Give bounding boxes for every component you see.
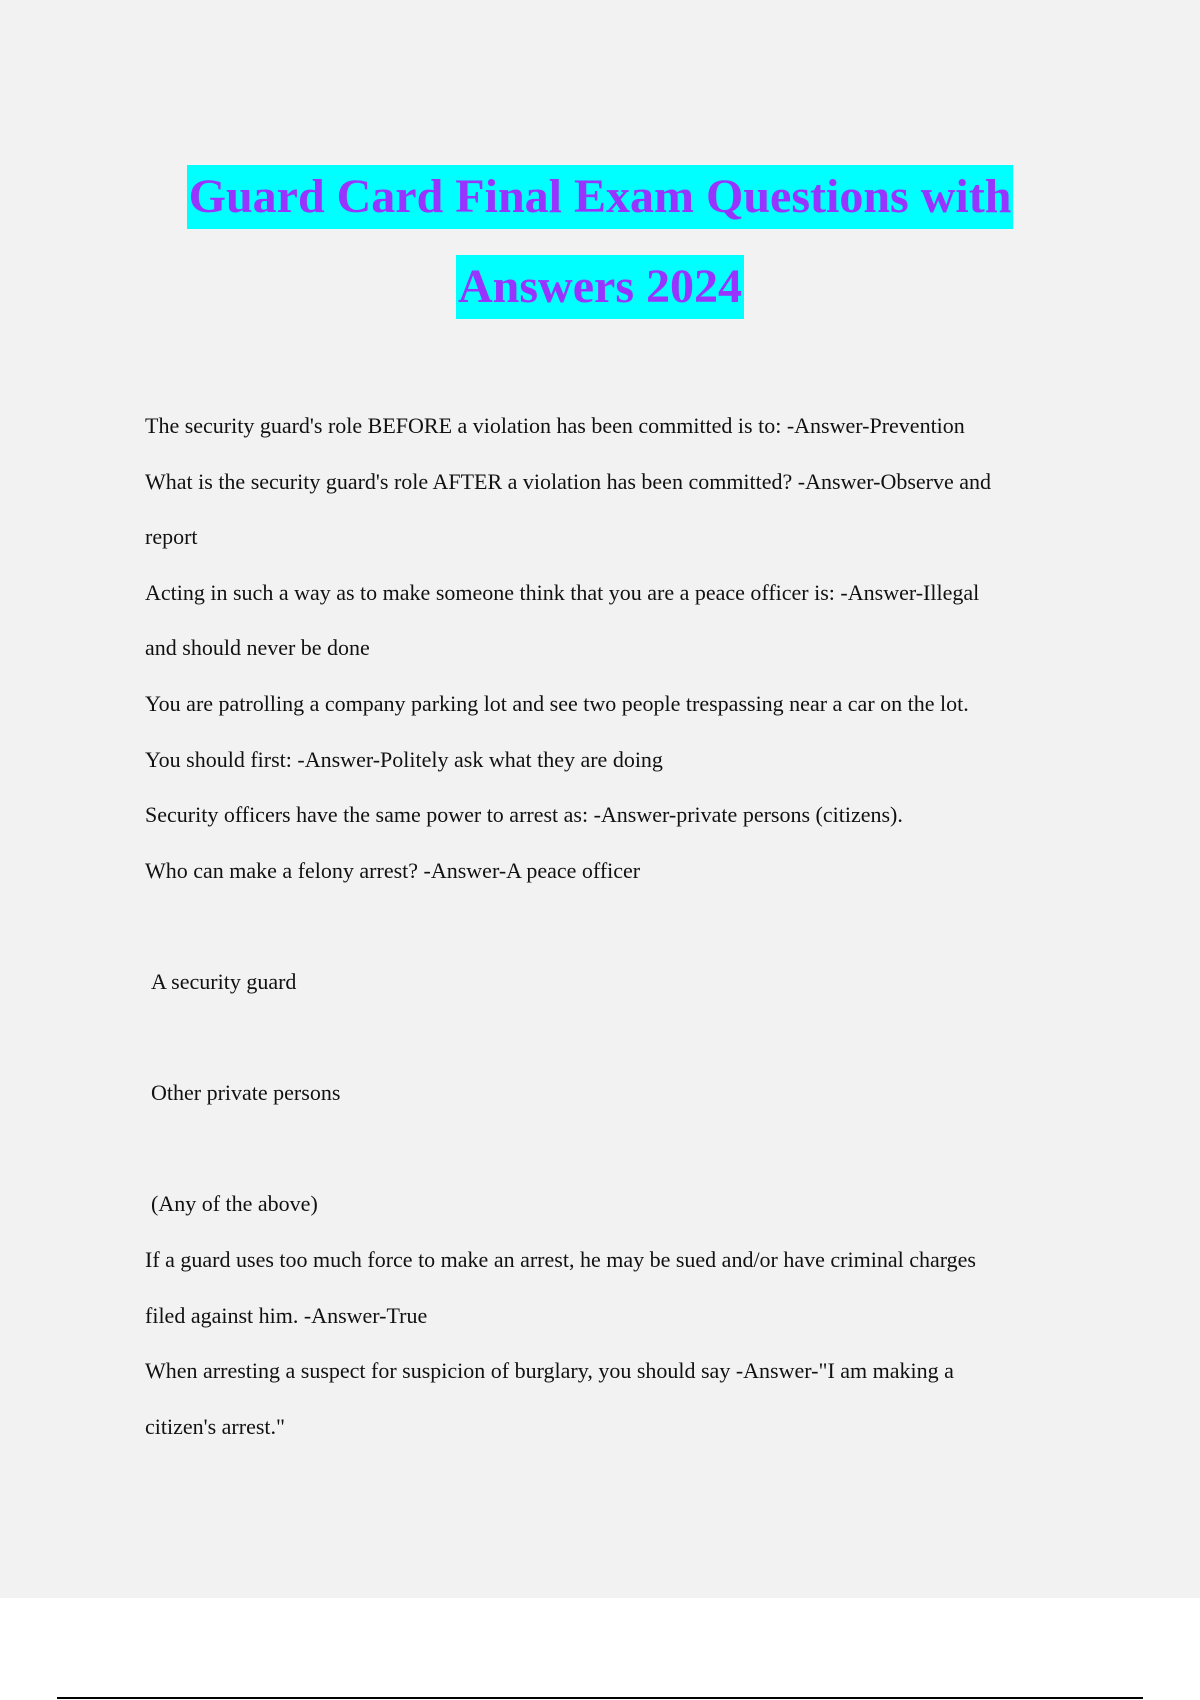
body-line: The security guard's role BEFORE a violation has been committed is to: -Answer-Prevention (145, 413, 965, 438)
body-line: Acting in such a way as to make someone think that you are a peace officer is: -Answer-Illegal (145, 579, 980, 605)
answer-option: A security guard (151, 968, 297, 994)
document-title (0, 165, 1200, 319)
body-line: filed against him. -Answer-True (145, 1302, 428, 1328)
blank-line (145, 1010, 1085, 1066)
blank-line (145, 898, 1085, 954)
title-line-1: Guard Card Final Exam Questions with (187, 165, 1014, 229)
title-line-2: Answers 2024 (456, 255, 744, 319)
answer-option: Other private persons (151, 1080, 341, 1106)
body-line: When arresting a suspect for suspicion of burglary, you should say -Answer-"I am making a (145, 1358, 954, 1384)
document-body (145, 398, 1085, 1454)
answer-option: (Any of the above) (151, 1191, 318, 1217)
footer-divider (57, 1697, 1143, 1699)
blank-line (145, 1121, 1085, 1177)
body-line: citizen's arrest." (145, 1413, 285, 1439)
body-line: Security officers have the same power to arrest as: -Answer-private persons (citizens). (145, 802, 903, 828)
body-line: You are patrolling a company parking lot and see two people trespassing near a car on the lot. (145, 690, 969, 716)
body-line: If a guard uses too much force to make an arrest, he may be sued and/or have criminal charges (145, 1246, 976, 1272)
body-line: and should never be done (145, 635, 370, 661)
body-line: What is the security guard's role AFTER a violation has been committed? -Answer-Observe and (145, 468, 992, 494)
body-line: You should first: -Answer-Politely ask what they are doing (145, 746, 663, 772)
body-line: report (145, 524, 198, 550)
body-line: Who can make a felony arrest? -Answer-A peace officer (145, 857, 641, 883)
